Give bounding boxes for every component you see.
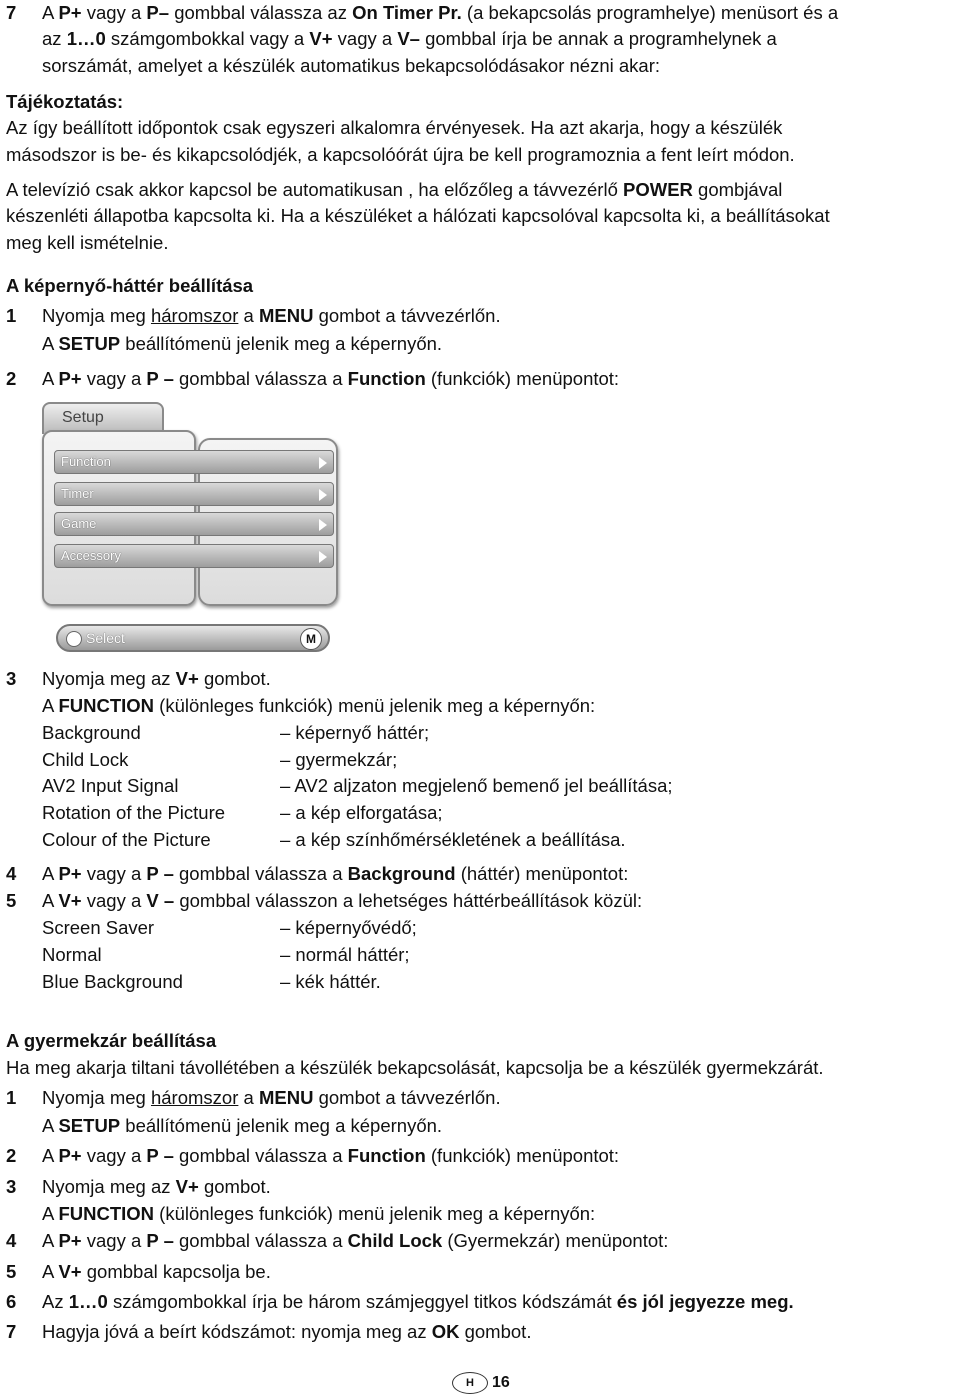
bg-desc: – normál háttér; (280, 944, 410, 965)
s1-text: Nyomja meg háromszor a MENU gombot a távvezérlőn. (42, 305, 501, 326)
info-title: Tájékoztatás: (6, 91, 124, 112)
c5-num: 5 (6, 1261, 17, 1282)
func-key: Colour of the Picture (42, 829, 211, 850)
tv-note-1: A televízió csak akkor kapcsol be automatikusan , ha előzőleg a távvezérlő POWER gombjával (6, 179, 783, 200)
func-key: Child Lock (42, 749, 129, 770)
info-text-2: másodszor is be- és kikapcsolódjék, a kapcsolóórát újra be kell programoznia a fent leírt módon. (6, 144, 795, 165)
c3-num: 3 (6, 1176, 17, 1197)
c3b-text: A FUNCTION (különleges funkciók) menü jelenik meg a képernyőn: (42, 1203, 596, 1224)
menu-item-game[interactable]: Game (54, 512, 334, 536)
c1-num: 1 (6, 1087, 17, 1108)
section-title-childlock: A gyermekzár beállítása (6, 1030, 217, 1051)
arrow-right-icon (319, 551, 327, 563)
func-key: AV2 Input Signal (42, 775, 179, 796)
childlock-intro: Ha meg akarja tiltani távollétében a készülék bekapcsolását, kapcsolja be a készülék gyermekzárát. (6, 1057, 824, 1078)
s2-num: 2 (6, 368, 17, 389)
s5-num: 5 (6, 890, 17, 911)
tv-note-3: meg kell ismételnie. (6, 232, 169, 253)
c7-num: 7 (6, 1321, 17, 1342)
s4-num: 4 (6, 863, 17, 884)
s3-text: Nyomja meg az V+ gombot. (42, 668, 271, 689)
step-7-text-line3: sorszámát, amelyet a készülék automatikus bekapcsolódásakor nézni akar: (42, 55, 660, 76)
c4-text: A P+ vagy a P – gombbal válassza a Child Lock (Gyermekzár) menüpontot: (42, 1230, 669, 1251)
s1-num: 1 (6, 305, 17, 326)
setup-title: Setup (62, 409, 104, 426)
func-desc: – gyermekzár; (280, 749, 398, 770)
s5-text: A V+ vagy a V – gombbal válasszon a lehetséges háttérbeállítások közül: (42, 890, 643, 911)
s2-text: A P+ vagy a P – gombbal válassza a Function (funkciók) menüpontot: (42, 368, 620, 389)
info-text-1: Az így beállított időpontok csak egyszeri alkalomra érvényesek. Ha azt akarja, hogy a készülék (6, 117, 783, 138)
section-title-background: A képernyő-háttér beállítása (6, 275, 254, 296)
page-number: 16 (492, 1374, 510, 1391)
s1b-text: A SETUP beállítómenü jelenik meg a képernyőn. (42, 333, 443, 354)
c6-text: Az 1…0 számgombokkal írja be három számjeggyel titkos kódszámát és jól jegyezze meg. (42, 1291, 794, 1312)
c1-text: Nyomja meg háromszor a MENU gombot a távvezérlőn. (42, 1087, 501, 1108)
menu-item-accessory[interactable]: Accessory (54, 544, 334, 568)
select-bar (56, 624, 330, 652)
step-7-text: A P+ vagy a P– gombbal válassza az On Timer Pr. (a bekapcsolás programhelye) menüsort és a (42, 2, 839, 23)
s3b-text: A FUNCTION (különleges funkciók) menü jelenik meg a képernyőn: (42, 695, 596, 716)
c7-text: Hagyja jóvá a beírt kódszámot: nyomja meg az OK gombot. (42, 1321, 532, 1342)
func-desc: – AV2 aljzaton megjelenő bemenő jel beállítása; (280, 775, 673, 796)
s4-text: A P+ vagy a P – gombbal válassza a Background (háttér) menüpontot: (42, 863, 629, 884)
bg-desc: – kék háttér. (280, 971, 381, 992)
language-logo-icon: H (452, 1372, 488, 1394)
setup-menu-illustration (40, 398, 340, 660)
step-number: 7 (6, 2, 17, 23)
func-desc: – képernyő háttér; (280, 722, 430, 743)
menu-item-function[interactable]: Function (54, 450, 334, 474)
c4-num: 4 (6, 1230, 17, 1251)
func-desc: – a kép elforgatása; (280, 802, 443, 823)
tv-note-2: készenléti állapotba kapcsolta ki. Ha a készüléket a hálózati kapcsolóval kapcsolta ki, a beállításokat (6, 205, 830, 226)
c3-text: Nyomja meg az V+ gombot. (42, 1176, 271, 1197)
bg-key: Blue Background (42, 971, 183, 992)
arrow-right-icon (319, 519, 327, 531)
c5-text: A V+ gombbal kapcsolja be. (42, 1261, 271, 1282)
arrow-right-icon (319, 457, 327, 469)
arrow-right-icon (319, 489, 327, 501)
select-label: Select (86, 630, 125, 646)
func-desc: – a kép színhőmérsékletének a beállítása. (280, 829, 626, 850)
c1b-text: A SETUP beállítómenü jelenik meg a képernyőn. (42, 1115, 443, 1136)
menu-m-icon: M (300, 628, 322, 650)
c2-num: 2 (6, 1145, 17, 1166)
c2-text: A P+ vagy a P – gombbal válassza a Function (funkciók) menüpontot: (42, 1145, 620, 1166)
select-dot-icon (66, 631, 82, 647)
func-key: Background (42, 722, 141, 743)
s3-num: 3 (6, 668, 17, 689)
step-7-text-line2: az 1…0 számgombokkal vagy a V+ vagy a V– gombbal írja be annak a programhelynek a (42, 28, 777, 49)
bg-desc: – képernyővédő; (280, 917, 417, 938)
func-key: Rotation of the Picture (42, 802, 226, 823)
c6-num: 6 (6, 1291, 17, 1312)
menu-item-timer[interactable]: Timer (54, 482, 334, 506)
bg-key: Screen Saver (42, 917, 155, 938)
bg-key: Normal (42, 944, 102, 965)
step-7-line1 (6, 2, 16, 24)
